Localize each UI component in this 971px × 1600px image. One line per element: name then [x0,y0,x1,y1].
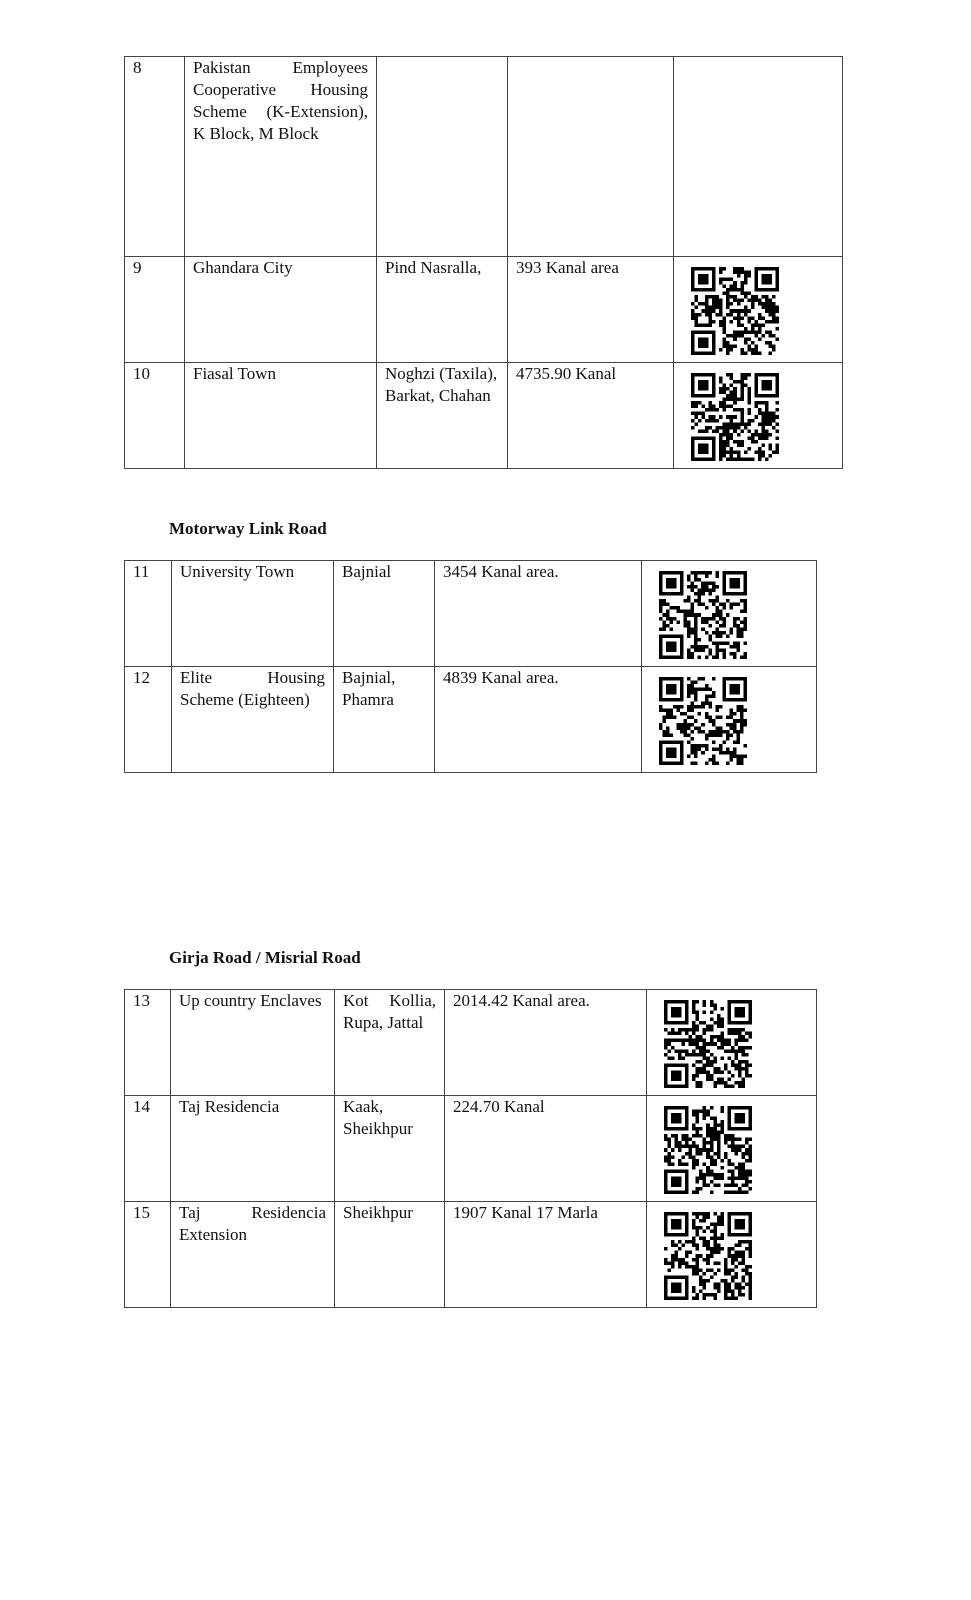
location-cell: Kaak, Sheikhpur [335,1096,445,1202]
location-cell: Sheikhpur [335,1202,445,1308]
table-row [125,363,843,469]
location-cell [377,57,508,257]
serial-number-cell: 15 [125,1202,171,1308]
qr-cell [647,1096,817,1202]
location-cell: Bajnial [334,561,435,667]
scheme-name-cell: Ghandara City [185,257,377,363]
area-cell [508,57,674,257]
area-cell: 224.70 Kanal [445,1096,647,1202]
qr-code-icon[interactable] [664,1000,752,1088]
scheme-name-cell: Up country Enclaves [171,990,335,1096]
qr-code-icon[interactable] [691,267,779,355]
section-heading: Girja Road / Misrial Road [169,948,361,967]
housing-table-2 [124,560,817,773]
area-cell: 4839 Kanal area. [435,667,642,773]
serial-number-cell: 10 [125,363,185,469]
qr-cell [642,667,817,773]
housing-table-3 [124,989,817,1308]
qr-code-icon[interactable] [664,1106,752,1194]
serial-number-cell: 11 [125,561,172,667]
scheme-name-cell: Fiasal Town [185,363,377,469]
table-row [125,1202,817,1308]
serial-number-cell: 14 [125,1096,171,1202]
serial-number-cell: 9 [125,257,185,363]
area-cell: 2014.42 Kanal area. [445,990,647,1096]
qr-cell [674,57,843,257]
location-cell: Noghzi (Taxila), Barkat, Chahan [377,363,508,469]
table-row [125,1096,817,1202]
table-row [125,667,817,773]
area-cell: 4735.90 Kanal [508,363,674,469]
table-row [125,57,843,257]
qr-code-icon[interactable] [659,677,747,765]
location-cell: Bajnial, Phamra [334,667,435,773]
area-cell: 3454 Kanal area. [435,561,642,667]
qr-cell [647,990,817,1096]
qr-cell [647,1202,817,1308]
scheme-name-cell: Elite Housing Scheme (Eighteen) [172,667,334,773]
qr-cell [674,363,843,469]
section-heading: Motorway Link Road [169,519,327,538]
scheme-name-cell: Taj Residencia [171,1096,335,1202]
location-cell: Kot Kollia, Rupa, Jattal [335,990,445,1096]
table-row [125,990,817,1096]
qr-cell [642,561,817,667]
area-cell: 1907 Kanal 17 Marla [445,1202,647,1308]
qr-cell [674,257,843,363]
qr-code-icon[interactable] [659,571,747,659]
qr-code-icon[interactable] [691,373,779,461]
scheme-name-cell: Taj Residencia Extension [171,1202,335,1308]
location-cell: Pind Nasralla, [377,257,508,363]
area-cell: 393 Kanal area [508,257,674,363]
table-row [125,257,843,363]
table-row [125,561,817,667]
serial-number-cell: 12 [125,667,172,773]
qr-code-icon[interactable] [664,1212,752,1300]
serial-number-cell: 8 [125,57,185,257]
scheme-name-cell: University Town [172,561,334,667]
housing-table-1 [124,56,843,469]
scheme-name-cell: Pakistan Employees Cooperative Housing Scheme (K-Extension), K Block, M Block [185,57,377,257]
serial-number-cell: 13 [125,990,171,1096]
